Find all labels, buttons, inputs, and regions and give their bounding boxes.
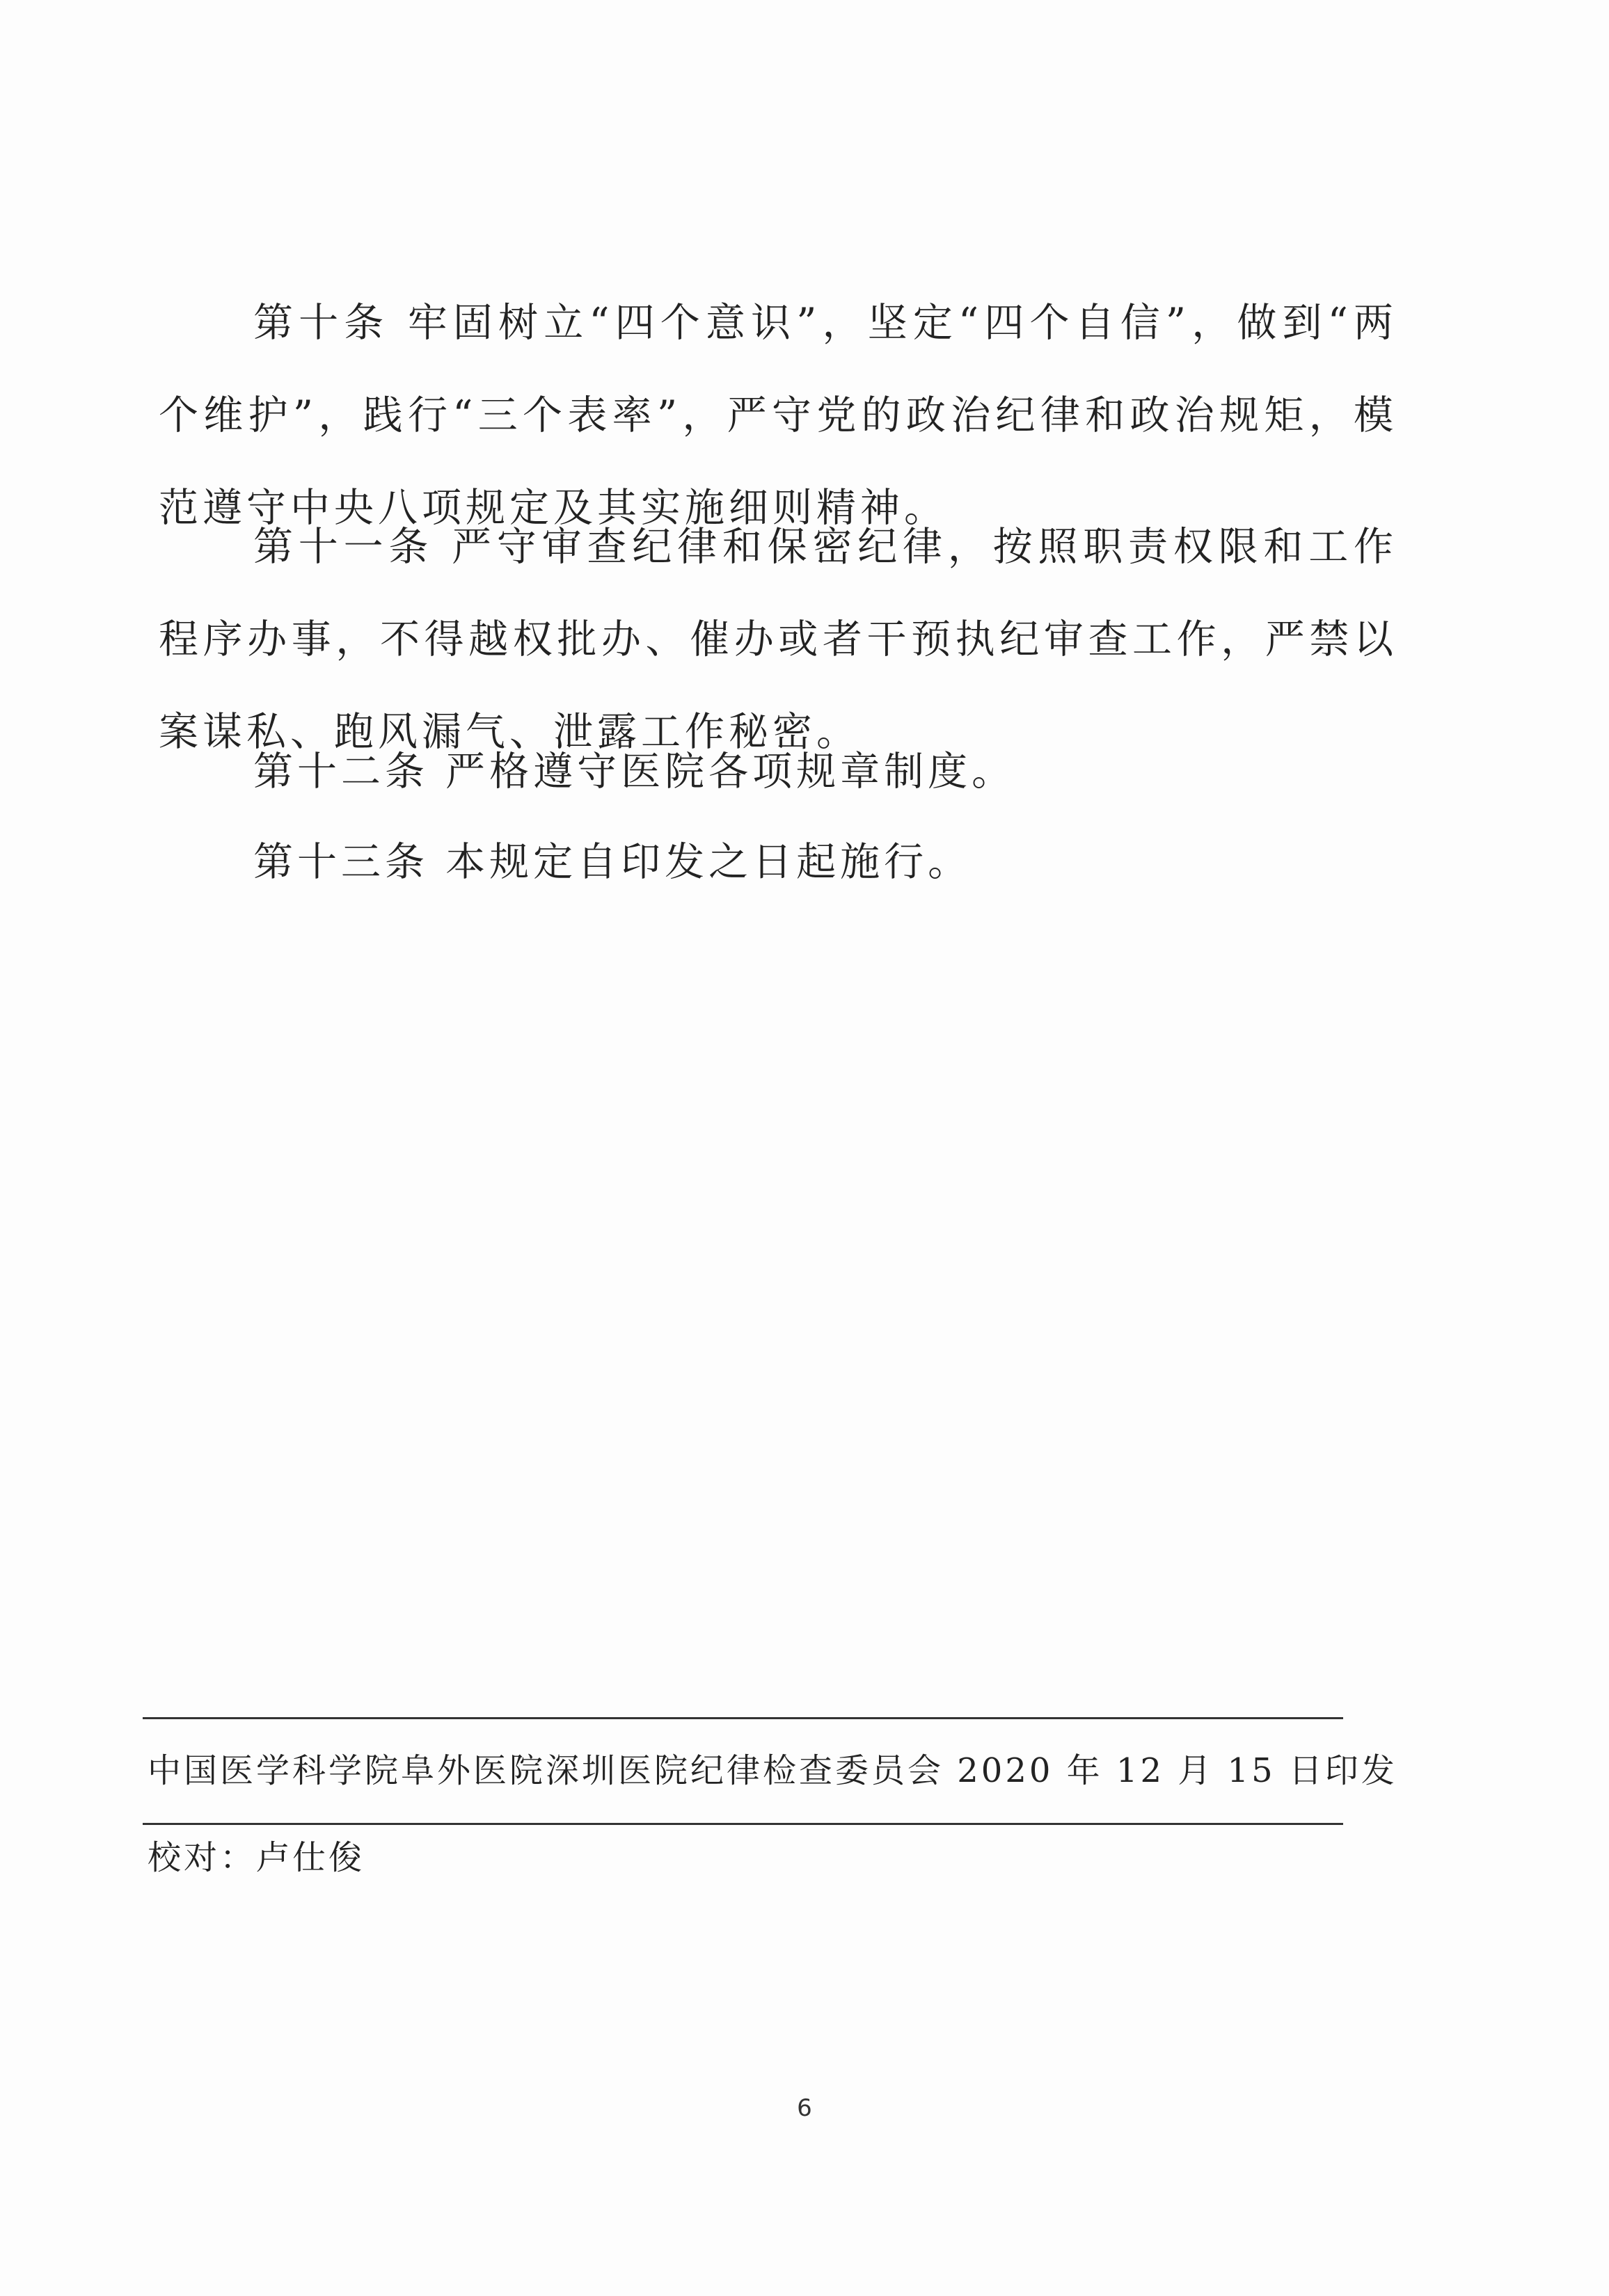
footer-bottom-rule <box>143 1823 1343 1825</box>
article-11-paragraph: 第十一条 严守审查纪律和保密纪律，按照职责权限和工作程序办事，不得越权批办、催办或者干预执纪审查工作，严禁以案谋私、跑风漏气、泄露工作秘密。 <box>159 524 1397 755</box>
proofreader-line: 校对：卢仕俊 <box>148 1838 365 1877</box>
article-10-paragraph: 第十条 牢固树立“四个意识”，坚定“四个自信”，做到“两个维护”，践行“三个表率”，严守党的政治纪律和政治规矩，模范遵守中央八项规定及其实施细则精神。 <box>159 300 1397 531</box>
article-12-paragraph: 第十二条 严格遵守医院各项规章制度。 <box>253 749 1016 795</box>
issuer-line: 中国医学科学院阜外医院深圳医院纪律检查委员会 2020 年 12 月 15 日印发 <box>148 1751 1397 1790</box>
page-number: 6 <box>797 2094 812 2122</box>
article-13-paragraph: 第十三条 本规定自印发之日起施行。 <box>253 839 972 885</box>
footer-top-rule <box>143 1717 1343 1719</box>
